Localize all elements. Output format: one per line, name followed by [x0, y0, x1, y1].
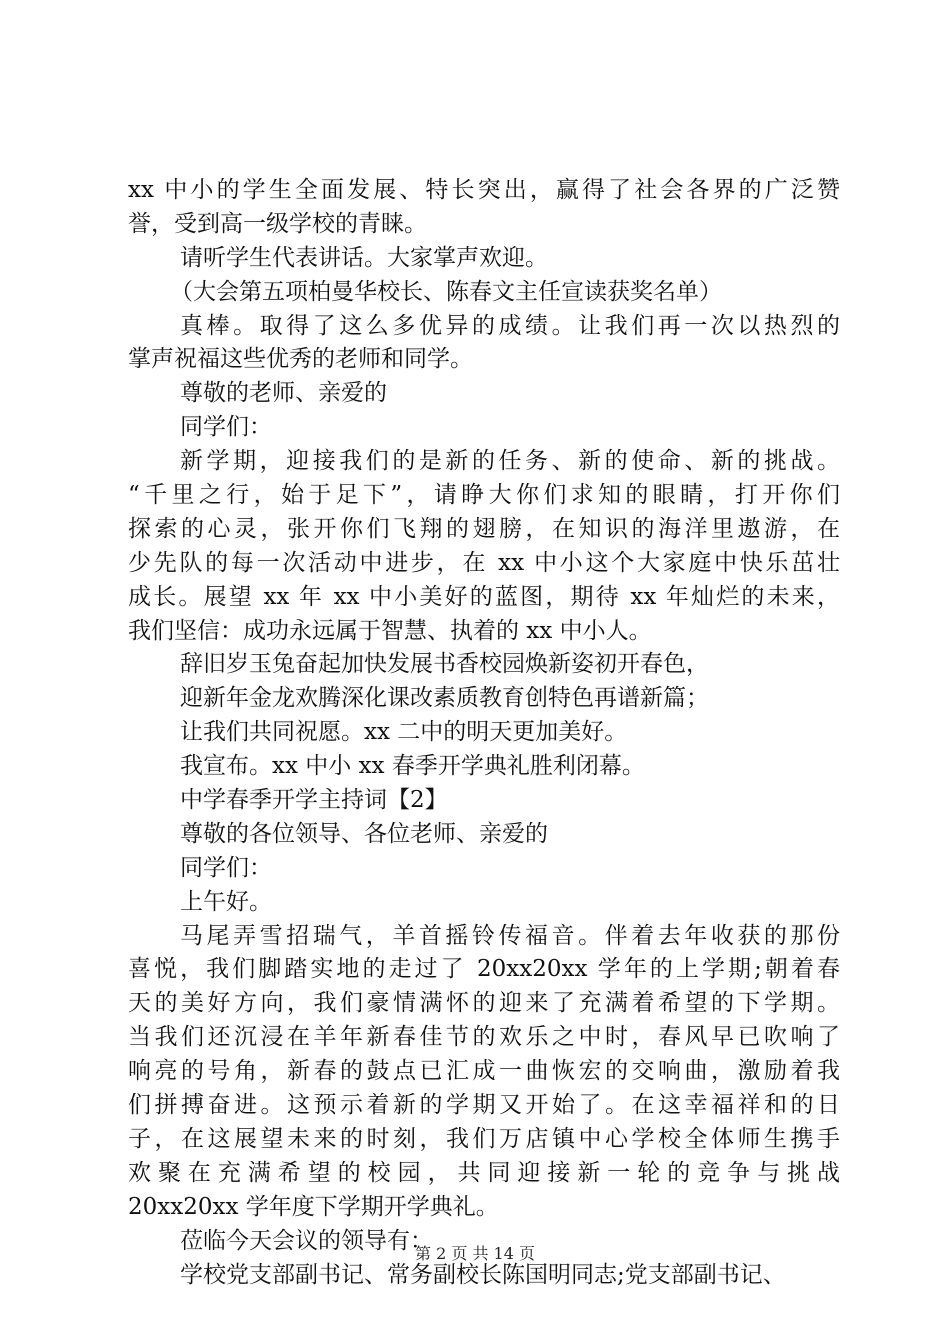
text-line: 我们坚信：成功永远属于智慧、执着的 xx 中小人。: [128, 617, 652, 644]
page-number-footer: 第 2 页 共 14 页: [415, 1244, 535, 1263]
text-line: 辞旧岁玉兔奋起加快发展书香校园焕新姿初开春色，: [180, 651, 709, 678]
document-body: [128, 174, 840, 1292]
text-line: 天的美好方向，我们豪情满怀的迎来了充满着希望的下学期。: [128, 990, 840, 1017]
text-line: 探索的心灵，张开你们飞翔的翅膀，在知识的海洋里遨游，在: [128, 515, 840, 542]
text-line: 20xx20xx 学年度下学期开学典礼。: [128, 1193, 499, 1220]
text-line: 迎新年金龙欢腾深化课改素质教育创特色再谱新篇；: [180, 685, 709, 712]
text-line: 真棒。取得了这么多优异的成绩。让我们再一次以热烈的: [180, 312, 840, 339]
text-line: 上午好。: [180, 888, 272, 915]
text-line: 莅临今天会议的领导有：: [180, 1227, 433, 1254]
text-line: 欢聚在充满希望的校园，共同迎接新一轮的竞争与挑战: [128, 1159, 840, 1186]
text-line: 我宣布。xx 中小 xx 春季开学典礼胜利闭幕。: [180, 753, 645, 780]
text-line: 尊敬的老师、亲爱的: [180, 380, 387, 407]
text-line: 们拼搏奋进。这预示着新的学期又开始了。在这幸福祥和的日: [128, 1092, 840, 1119]
text-line: 同学们：: [180, 854, 272, 881]
text-line: 新学期，迎接我们的是新的任务、新的使命、新的挑战。: [180, 448, 840, 475]
section-heading: 中学春季开学主持词【2】: [180, 787, 448, 814]
text-line: （大会第五项柏曼华校长、陈春文主任宣读获奖名单）: [170, 278, 722, 305]
text-line: 马尾弄雪招瑞气，羊首摇铃传福音。伴着去年收获的那份: [180, 922, 840, 949]
text-line: 响亮的号角，新春的鼓点已汇成一曲恢宏的交响曲，激励着我: [128, 1058, 840, 1085]
text-line: 子，在这展望未来的时刻，我们万店镇中心学校全体师生携手: [128, 1125, 840, 1152]
text-line: 当我们还沉浸在羊年新春佳节的欢乐之中时，春风早已吹响了: [128, 1024, 840, 1051]
text-line: 请听学生代表讲话。大家掌声欢迎。: [180, 244, 548, 271]
text-line: xx 中小的学生全面发展、特长突出，赢得了社会各界的广泛赞: [128, 177, 840, 203]
text-line: 成长。展望 xx 年 xx 中小美好的蓝图，期待 xx 年灿烂的未来，: [128, 583, 840, 610]
text-line: 让我们共同祝愿。xx 二中的明天更加美好。: [180, 719, 628, 746]
text-line: 尊敬的各位领导、各位老师、亲爱的: [180, 820, 548, 847]
text-line: 学校党支部副书记、常务副校长陈国明同志;党支部副书记、: [180, 1261, 786, 1288]
text-line: 掌声祝福这些优秀的老师和同学。: [128, 346, 473, 373]
text-line: 少先队的每一次活动中进步，在 xx 中小这个大家庭中快乐茁壮: [128, 549, 840, 576]
text-line: “千里之行，始于足下”，请睁大你们求知的眼睛，打开你们: [128, 482, 840, 509]
text-line: 同学们：: [180, 414, 272, 441]
text-line: 誉，受到高一级学校的青睐。: [128, 210, 427, 237]
text-line: 喜悦，我们脚踏实地的走过了 20xx20xx 学年的上学期;朝着春: [128, 956, 840, 983]
